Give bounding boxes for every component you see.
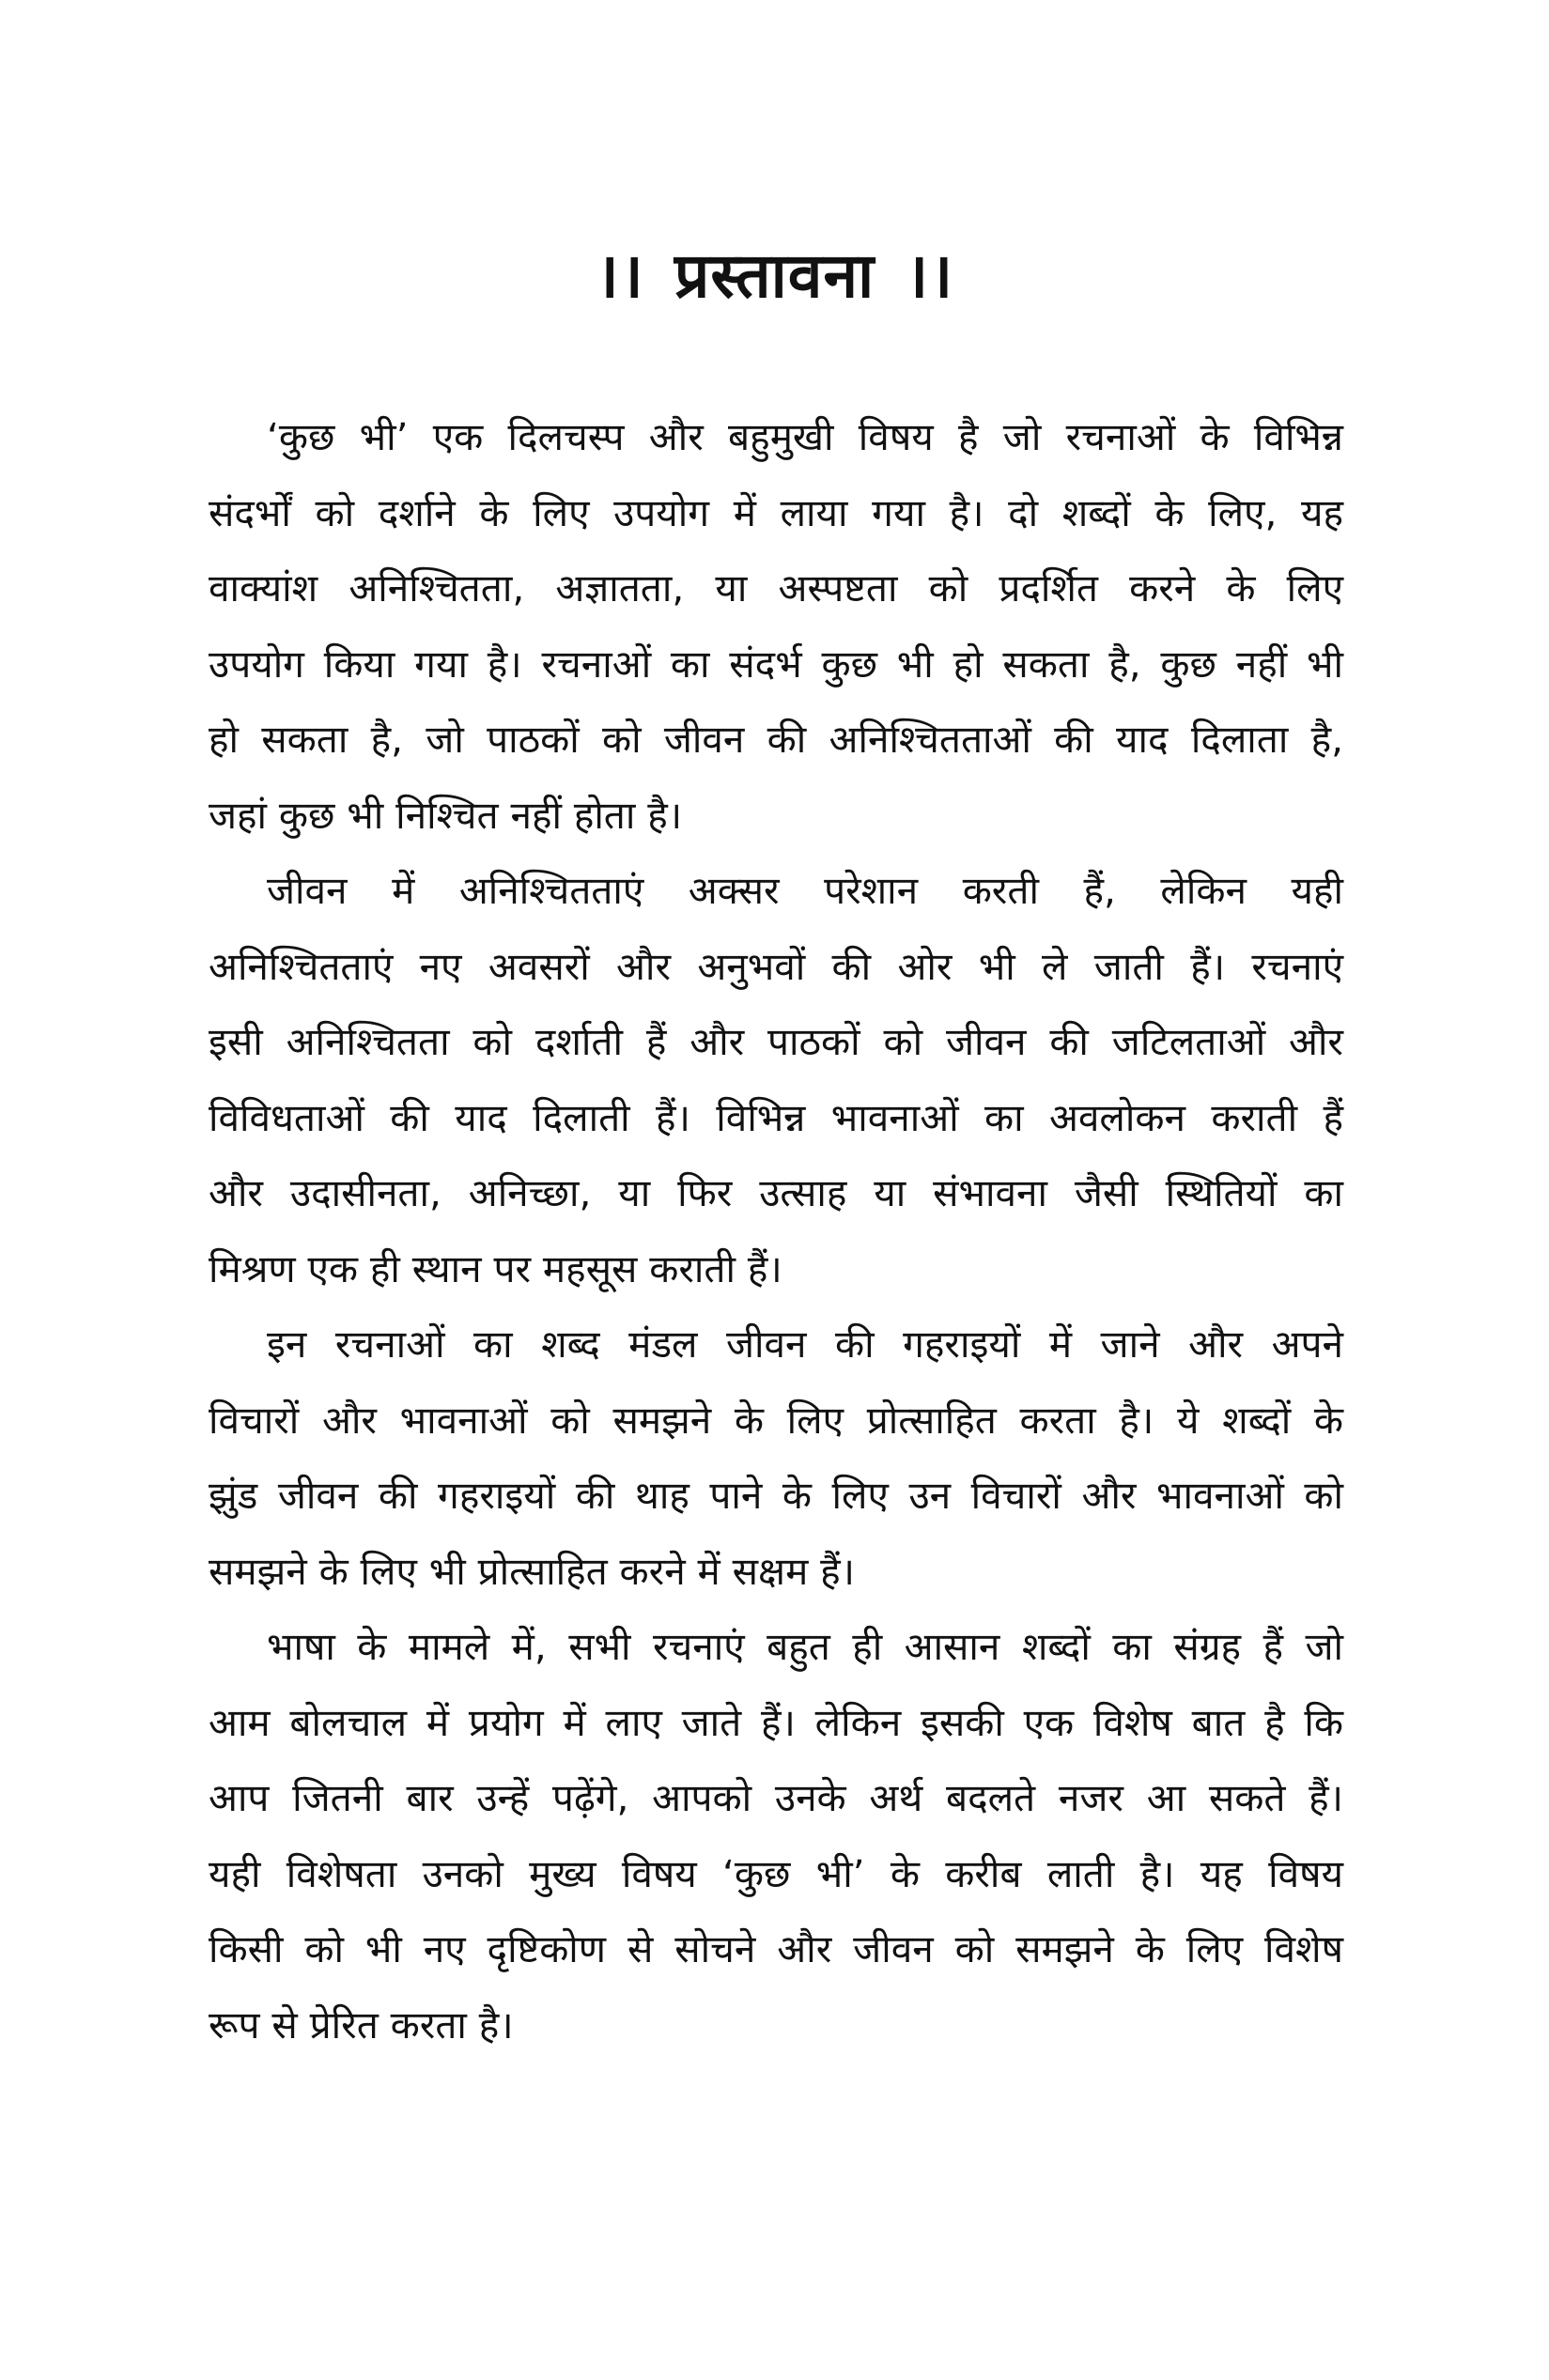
paragraph-line: संदर्भों को दर्शाने के लिए उपयोग में लाया गया है। दो शब्दों के लिए, यह xyxy=(209,489,1343,535)
paragraph-line: भाषा के मामले में, सभी रचनाएं बहुत ही आसान शब्दों का संग्रह हैं जो xyxy=(267,1624,1343,1669)
body-text xyxy=(209,399,1343,2063)
title-left-dandas: ।। xyxy=(595,240,644,313)
paragraph-line: इन रचनाओं का शब्द मंडल जीवन की गहराइयों में जाने और अपने xyxy=(267,1321,1343,1367)
paragraph-line: किसी को भी नए दृष्टिकोण से सोचने और जीवन को समझने के लिए विशेष xyxy=(209,1926,1343,1971)
paragraph-line: मिश्रण एक ही स्थान पर महसूस कराती हैं। xyxy=(209,1245,782,1291)
paragraph-line: रूप से प्रेरित करता है। xyxy=(209,2001,514,2048)
paragraph-1 xyxy=(209,399,1343,853)
title-right-dandas: ।। xyxy=(905,240,954,313)
paragraph-line: यही विशेषता उनको मुख्य विषय ‘कुछ भी’ के करीब लाती है। यह विषय xyxy=(209,1850,1343,1896)
paragraph-line: झुंड जीवन की गहराइयों की थाह पाने के लिए उन विचारों और भावनाओं को xyxy=(209,1473,1343,1518)
paragraph-line: उपयोग किया गया है। रचनाओं का संदर्भ कुछ भी हो सकता है, कुछ नहीं भी xyxy=(209,641,1343,687)
paragraph-line: विचारों और भावनाओं को समझने के लिए प्रोत्साहित करता है। ये शब्दों के xyxy=(209,1397,1343,1443)
paragraph-line: अनिश्चितताएं नए अवसरों और अनुभवों की ओर भी ले जाती हैं। रचनाएं xyxy=(209,943,1343,989)
paragraph-line: आप जितनी बार उन्हें पढ़ेंगे, आपको उनके अर्थ बदलते नजर आ सकते हैं। xyxy=(209,1775,1343,1820)
paragraph-line: हो सकता है, जो पाठकों को जीवन की अनिश्चितताओं की याद दिलाता है, xyxy=(209,717,1343,762)
paragraph-line: इसी अनिश्चितता को दर्शाती हैं और पाठकों को जीवन की जटिलताओं और xyxy=(209,1019,1343,1064)
title-word: प्रस्तावना xyxy=(674,240,875,313)
paragraph-line: और उदासीनता, अनिच्छा, या फिर उत्साह या संभावना जैसी स्थितियों का xyxy=(209,1170,1343,1215)
paragraph-line: जहां कुछ भी निश्चित नहीं होता है। xyxy=(209,792,683,838)
paragraph-line: समझने के लिए भी प्रोत्साहित करने में सक्षम हैं। xyxy=(209,1548,856,1594)
paragraph-line: विविधताओं की याद दिलाती हैं। विभिन्न भावनाओं का अवलोकन कराती हैं xyxy=(209,1094,1343,1140)
paragraph-line: जीवन में अनिश्चितताएं अक्सर परेशान करती हैं, लेकिन यही xyxy=(267,868,1343,913)
paragraph-line: ‘कुछ भी’ एक दिलचस्प और बहुमुखी विषय है जो रचनाओं के विभिन्न xyxy=(267,414,1343,459)
paragraph-3 xyxy=(209,1306,1343,1609)
paragraph-line: आम बोलचाल में प्रयोग में लाए जाते हैं। लेकिन इसकी एक विशेष बात है कि xyxy=(209,1699,1343,1745)
paragraph-line: वाक्यांश अनिश्चितता, अज्ञातता, या अस्पष्टता को प्रदर्शित करने के लिए xyxy=(209,565,1343,610)
paragraph-4 xyxy=(209,1609,1343,2063)
paragraph-2 xyxy=(209,853,1343,1306)
page-title xyxy=(0,234,1549,318)
